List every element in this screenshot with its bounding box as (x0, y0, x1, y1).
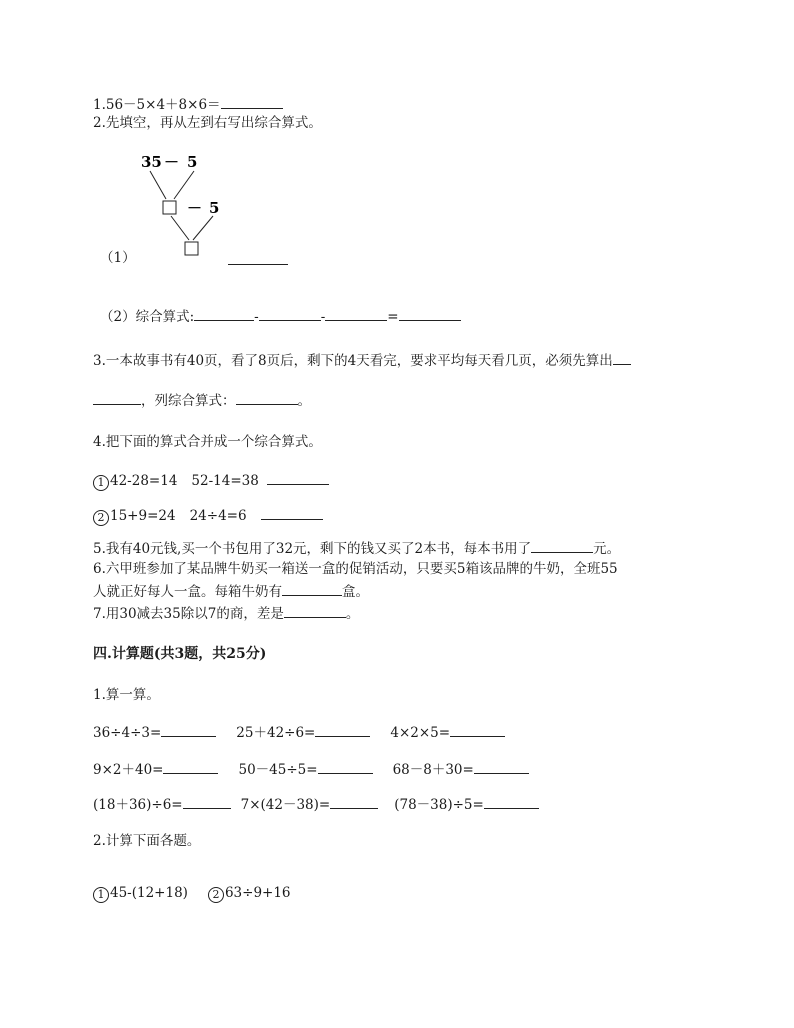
answer-blank[interactable] (474, 759, 529, 774)
answer-blank[interactable] (93, 390, 141, 405)
expression: (78－38)÷5= (394, 797, 484, 813)
answer-blank[interactable] (450, 722, 505, 737)
tree-branch-line (174, 171, 194, 199)
answer-blank[interactable] (161, 722, 216, 737)
circled-number: 2 (93, 510, 109, 526)
tree-top-left-number: 35 (141, 153, 162, 171)
tree-branch-line (150, 171, 166, 199)
calc-2-text: 2.计算下面各题。 (93, 833, 201, 849)
question-5 (93, 538, 620, 558)
answer-blank[interactable] (325, 306, 387, 321)
tree-top-right-number: 5 (187, 153, 198, 171)
question-4-item (93, 470, 329, 491)
question-1-text: 1.56－5×4＋8×6＝ (93, 97, 221, 113)
question-3-text-2: ，列综合算式： (141, 393, 236, 409)
part-2 (100, 306, 461, 326)
answer-blank[interactable] (613, 350, 631, 365)
minus-sign: - (254, 309, 259, 325)
question-3-line-2 (93, 390, 311, 410)
expression: 68－8＋30= (392, 762, 474, 778)
expression: 63÷9+16 (224, 885, 291, 901)
answer-blank[interactable] (531, 538, 593, 553)
answer-blank[interactable] (163, 759, 218, 774)
answer-blank[interactable] (330, 794, 378, 809)
part-2-label: （2） (100, 309, 136, 325)
expression: 7×(42－38)= (240, 797, 331, 813)
question-6-text: 人就正好每人一盒。每箱牛奶有 (93, 584, 282, 600)
part-1-answer[interactable] (228, 250, 288, 270)
answer-blank[interactable] (236, 390, 298, 405)
answer-blank[interactable] (267, 470, 329, 485)
answer-blank[interactable] (259, 306, 321, 321)
part-1-label: （1） (100, 250, 136, 266)
answer-blank[interactable] (399, 306, 461, 321)
answer-blank[interactable] (484, 794, 539, 809)
question-2-text: 2.先填空，再从左到右写出综合算式。 (93, 115, 322, 131)
expression: 45-(12+18) (110, 885, 188, 901)
calc-2-items (93, 884, 291, 903)
tree-answer-box[interactable] (185, 242, 198, 255)
answer-blank[interactable] (183, 794, 231, 809)
calc-row (93, 759, 529, 779)
expression: 24÷4=6 (189, 508, 247, 524)
question-7-text: 7.用30减去35除以7的商，差是 (93, 606, 284, 622)
tree-branch-line (193, 216, 213, 240)
section-4-heading: 四.计算题(共3题，共25分) (93, 646, 267, 662)
question-6-line-1: 6.六甲班参加了某品牌牛奶买一箱送一盒的促销活动，只要买5箱该品牌的牛奶，全班55 (93, 561, 618, 577)
answer-blank[interactable] (315, 722, 370, 737)
equals-sign: = (387, 309, 399, 325)
question-6-line-2 (93, 581, 369, 601)
expression: 9×2＋40= (93, 762, 164, 778)
tree-answer-box[interactable] (163, 201, 176, 214)
minus-sign: - (320, 309, 326, 325)
expression: 4×2×5= (390, 725, 451, 741)
answer-blank[interactable] (318, 759, 373, 774)
tree-mid-right-number: 5 (209, 199, 220, 217)
unit-text: 元。 (593, 541, 621, 557)
circled-number: 1 (93, 475, 109, 491)
question-7 (93, 603, 359, 623)
answer-blank[interactable] (194, 306, 254, 321)
period: 。 (345, 606, 360, 622)
answer-blank[interactable] (228, 250, 288, 265)
unit-text: 盒。 (342, 584, 369, 600)
expression: 52-14=38 (191, 473, 259, 489)
calc-row (93, 722, 505, 742)
tree-minus-sign: － (164, 153, 180, 171)
question-4-item (93, 505, 323, 526)
question-3-text: 3.一本故事书有40页，看了8页后，剩下的4天看完，要求平均每天看几页，必须先算出 (93, 353, 613, 369)
answer-blank[interactable] (282, 581, 342, 596)
calc-row (93, 794, 539, 814)
circled-number: 1 (93, 887, 109, 903)
circled-number: 2 (208, 887, 224, 903)
expression: 25＋42÷6= (236, 725, 316, 741)
tree-branch-line (171, 216, 189, 240)
expression: 36÷4÷3= (93, 725, 162, 741)
answer-blank[interactable] (284, 603, 346, 618)
answer-blank[interactable] (261, 505, 323, 520)
expression: 15+9=24 (110, 508, 176, 524)
question-5-text: 5.我有40元钱,买一个书包用了32元，剩下的钱又买了2本书，每本书用了 (93, 541, 532, 557)
calc-1-text: 1.算一算。 (93, 687, 160, 703)
expression: (18＋36)÷6= (93, 797, 183, 813)
question-3-line-1 (93, 350, 631, 370)
expression: 50－45÷5= (238, 762, 318, 778)
question-4-text: 4.把下面的算式合并成一个综合算式。 (93, 434, 322, 450)
tree-minus-sign-2: － (187, 199, 203, 217)
expression: 42-28=14 (110, 473, 178, 489)
part-2-text: 综合算式: (135, 309, 195, 325)
period: 。 (297, 393, 311, 409)
